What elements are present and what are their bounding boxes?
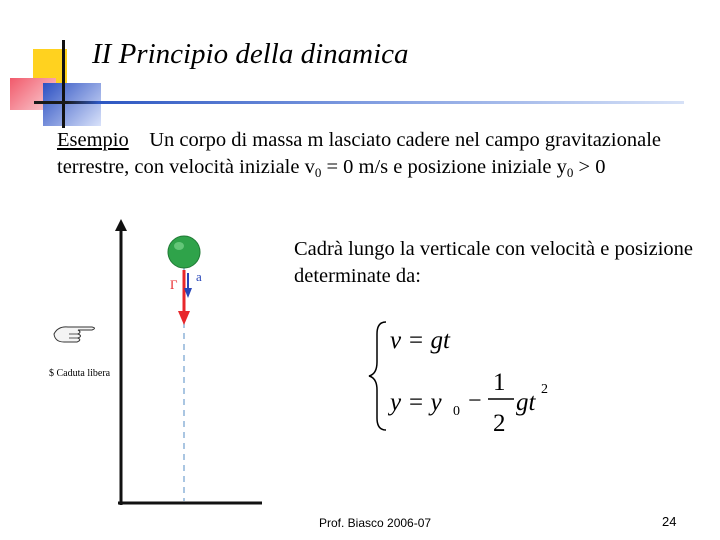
media-link-caduta-libera[interactable]: $ Caduta libera bbox=[49, 368, 111, 379]
gravity-force-arrowhead bbox=[178, 311, 190, 325]
slide-title: II Principio della dinamica bbox=[92, 38, 409, 70]
intro-text-1: Un corpo di massa bbox=[149, 129, 303, 151]
position-symbol: y bbox=[556, 156, 567, 178]
velocity-symbol: v bbox=[304, 156, 315, 178]
equation-velocity: v = gt bbox=[390, 327, 450, 354]
answer-text: Cadrà lungo la verticale con velocità e posizione determinate da: bbox=[294, 238, 694, 287]
equation-minus: − bbox=[468, 388, 482, 414]
velocity-subscript: 0 bbox=[314, 165, 322, 180]
left-brace bbox=[369, 322, 386, 430]
intro-paragraph bbox=[57, 127, 677, 186]
corner-logo-blue-square bbox=[43, 83, 101, 126]
fraction-denominator: 2 bbox=[493, 410, 506, 437]
ball-highlight bbox=[174, 242, 184, 250]
fraction-numerator: 1 bbox=[493, 369, 506, 396]
position-subscript: 0 bbox=[566, 165, 574, 180]
equation-gt: gt bbox=[516, 389, 536, 416]
equation-exponent: 2 bbox=[541, 382, 548, 397]
acceleration-label: a bbox=[196, 269, 202, 284]
vertical-axis-arrowhead bbox=[115, 219, 127, 231]
equation-position-subscript: 0 bbox=[453, 404, 460, 419]
intro-text-2: lasciato cadere nel campo gravitazionale terrestre, con velocità iniziale bbox=[57, 129, 661, 178]
equation-position-lhs: y = y bbox=[390, 389, 442, 416]
equations-block bbox=[368, 318, 568, 438]
intro-text-4: > 0 bbox=[578, 156, 606, 178]
force-label: Γ bbox=[170, 277, 178, 292]
mass-symbol: m bbox=[307, 129, 324, 151]
slide-number: 24 bbox=[662, 514, 677, 529]
example-label: Esempio bbox=[57, 129, 129, 151]
falling-ball bbox=[168, 236, 200, 268]
footer-credit: Prof. Biasco 2006-07 bbox=[319, 516, 432, 530]
intro-text-3: = 0 m/s e posizione iniziale bbox=[326, 156, 552, 178]
corner-logo-vertical-line bbox=[62, 40, 65, 128]
pointing-hand-icon[interactable] bbox=[48, 320, 104, 348]
title-underline bbox=[34, 101, 684, 104]
